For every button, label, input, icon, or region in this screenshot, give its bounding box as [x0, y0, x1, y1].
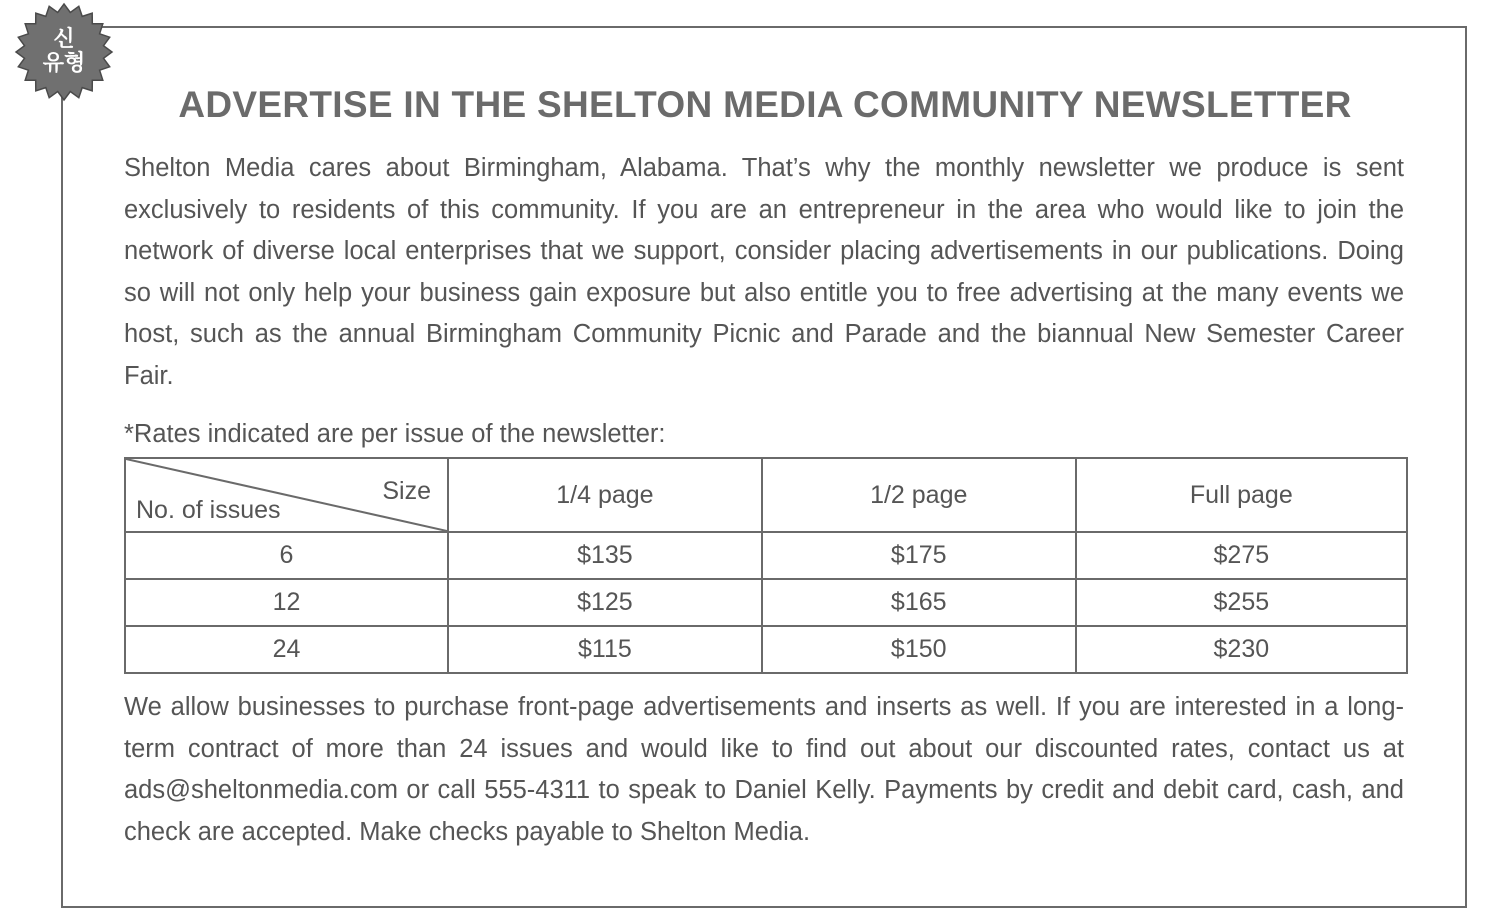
column-header: 1/4 page [448, 458, 762, 532]
corner-label-size: Size [382, 477, 431, 505]
price-cell: $115 [448, 626, 762, 673]
column-header: 1/2 page [762, 458, 1076, 532]
price-cell: $165 [762, 579, 1076, 626]
issues-cell: 6 [125, 532, 448, 579]
price-cell: $275 [1076, 532, 1407, 579]
badge-line-2: 유형 [42, 51, 86, 76]
price-cell: $175 [762, 532, 1076, 579]
table-row [125, 626, 1407, 673]
rates-note: *Rates indicated are per issue of the newsletter: [124, 420, 666, 448]
issues-cell: 12 [125, 579, 448, 626]
price-cell: $150 [762, 626, 1076, 673]
table-row [125, 579, 1407, 626]
closing-paragraph: We allow businesses to purchase front-page advertisements and inserts as well. If you are interested in a long-term contract of more than 24 issues and would like to find out about our discounted rates, contact us at ads@sheltonmedia.com or call 555-4311 to speak to Daniel Kelly. Payments by credit and debit card, cash, and check are accepted. Make checks payable to Shelton Media. [124, 693, 1404, 846]
new-type-badge [14, 2, 114, 102]
intro-paragraph: Shelton Media cares about Birmingham, Alabama. That’s why the monthly newsletter we produce is sent exclusively to residents of this community. If you are an entrepreneur in the area who would like to join the network of diverse local enterprises that we support, consider placing advertisements in our publications. Doing so will not only help your business gain exposure but also entitle you to free advertising at the many events we host, such as the annual Birmingham Community Picnic and Parade and the biannual New Semester Career Fair. [124, 154, 1404, 390]
table-row [125, 532, 1407, 579]
page-title: ADVERTISE IN THE SHELTON MEDIA COMMUNITY NEWSLETTER [178, 84, 1352, 125]
price-cell: $255 [1076, 579, 1407, 626]
rates-table [124, 457, 1408, 674]
price-cell: $230 [1076, 626, 1407, 673]
price-cell: $125 [448, 579, 762, 626]
corner-label-issues: No. of issues [136, 496, 281, 524]
badge-line-1: 신 [53, 27, 75, 52]
price-cell: $135 [448, 532, 762, 579]
table-corner-cell [125, 458, 448, 532]
table-header-row [125, 458, 1407, 532]
issues-cell: 24 [125, 626, 448, 673]
column-header: Full page [1076, 458, 1407, 532]
